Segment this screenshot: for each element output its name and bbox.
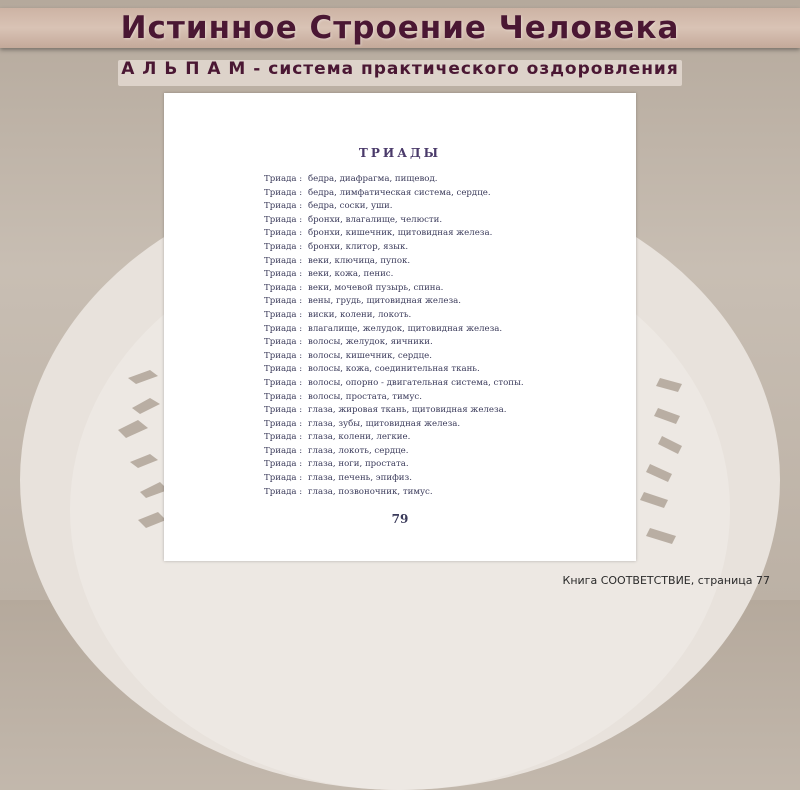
triad-text: глаза, ноги, простата.: [308, 459, 409, 470]
triad-row: [264, 295, 524, 309]
triad-row: [264, 445, 524, 459]
triad-label: Триада :: [264, 269, 303, 280]
triad-text: глаза, колени, легкие.: [308, 432, 411, 443]
triad-text: веки, мочевой пузырь, спина.: [308, 282, 444, 293]
triad-row: [264, 377, 524, 391]
triad-text: волосы, опорно - двигательная система, стопы.: [308, 377, 524, 388]
triad-row: [264, 268, 524, 282]
triad-row: [264, 404, 524, 418]
triad-label: Триада :: [264, 486, 303, 497]
triad-text: глаза, зубы, щитовидная железа.: [308, 418, 461, 429]
triad-label: Триада :: [264, 255, 303, 266]
triad-label: Триада :: [264, 282, 303, 293]
triad-row: [264, 486, 524, 500]
triad-row: [264, 309, 524, 323]
triad-row: [264, 458, 524, 472]
triad-text: волосы, простата, тимус.: [308, 391, 422, 402]
triad-text: вены, грудь, щитовидная железа.: [308, 296, 462, 307]
triad-label: Триада :: [264, 241, 303, 252]
triad-label: Триада :: [264, 473, 303, 484]
triad-text: веки, кожа, пенис.: [308, 269, 394, 280]
triad-text: влагалище, желудок, щитовидная железа.: [308, 323, 503, 334]
triad-row: [264, 350, 524, 364]
triad-label: Триада :: [264, 201, 303, 212]
triad-text: волосы, желудок, яичники.: [308, 337, 433, 348]
triad-label: Триада :: [264, 187, 303, 198]
triad-text: глаза, жировая ткань, щитовидная железа.: [308, 405, 507, 416]
triad-row: [264, 173, 524, 187]
triad-text: виски, колени, локоть.: [308, 309, 412, 320]
triad-row: [264, 282, 524, 296]
triad-row: [264, 363, 524, 377]
triad-row: [264, 431, 524, 445]
triad-label: Триада :: [264, 445, 303, 456]
triad-text: веки, ключица, пупок.: [308, 255, 411, 266]
footer-caption: Книга СООТВЕТСТВИЕ, страница 77: [562, 574, 770, 587]
triad-label: Триада :: [264, 459, 303, 470]
triad-label: Триада :: [264, 296, 303, 307]
triad-row: [264, 200, 524, 214]
triad-list: [264, 173, 524, 499]
triad-text: волосы, кожа, соединительная ткань.: [308, 364, 480, 375]
triad-text: бронхи, клитор, язык.: [308, 241, 409, 252]
triad-text: глаза, позвоночник, тимус.: [308, 486, 433, 497]
triad-text: бронхи, влагалище, челюсти.: [308, 214, 443, 225]
triad-label: Триада :: [264, 309, 303, 320]
triad-text: волосы, кишечник, сердце.: [308, 350, 432, 361]
triad-row: [264, 187, 524, 201]
triad-text: бедра, лимфатическая система, сердце.: [308, 187, 491, 198]
triad-text: глаза, локоть, сердце.: [308, 445, 409, 456]
triad-text: бронхи, кишечник, щитовидная железа.: [308, 228, 493, 239]
page-subtitle: А Л Ь П А М - система практического оздоровления: [121, 59, 679, 79]
triad-row: [264, 472, 524, 486]
book-page: [164, 93, 636, 561]
triad-row: [264, 323, 524, 337]
triad-label: Триада :: [264, 377, 303, 388]
triad-label: Триада :: [264, 405, 303, 416]
triad-text: бедра, соски, уши.: [308, 201, 393, 212]
triad-label: Триада :: [264, 214, 303, 225]
triad-label: Триада :: [264, 228, 303, 239]
triad-row: [264, 227, 524, 241]
triad-label: Триада :: [264, 391, 303, 402]
triad-label: Триада :: [264, 174, 303, 184]
triad-row: [264, 214, 524, 228]
triad-row: [264, 418, 524, 432]
triad-text: глаза, печень, эпифиз.: [308, 473, 412, 484]
triad-row: [264, 255, 524, 269]
triad-label: Триада :: [264, 350, 303, 361]
page-title: Истинное Строение Человека: [120, 10, 680, 46]
triad-text: бедра, диафрагма, пищевод.: [308, 174, 438, 184]
triad-label: Триада :: [264, 432, 303, 443]
triad-row: [264, 391, 524, 405]
triad-label: Триада :: [264, 323, 303, 334]
triad-label: Триада :: [264, 337, 303, 348]
triad-label: Триада :: [264, 418, 303, 429]
triad-row: [264, 241, 524, 255]
book-page-heading: ТРИАДЫ: [358, 146, 442, 160]
triad-row: [264, 336, 524, 350]
triad-label: Триада :: [264, 364, 303, 375]
book-page-number: 79: [391, 512, 409, 526]
